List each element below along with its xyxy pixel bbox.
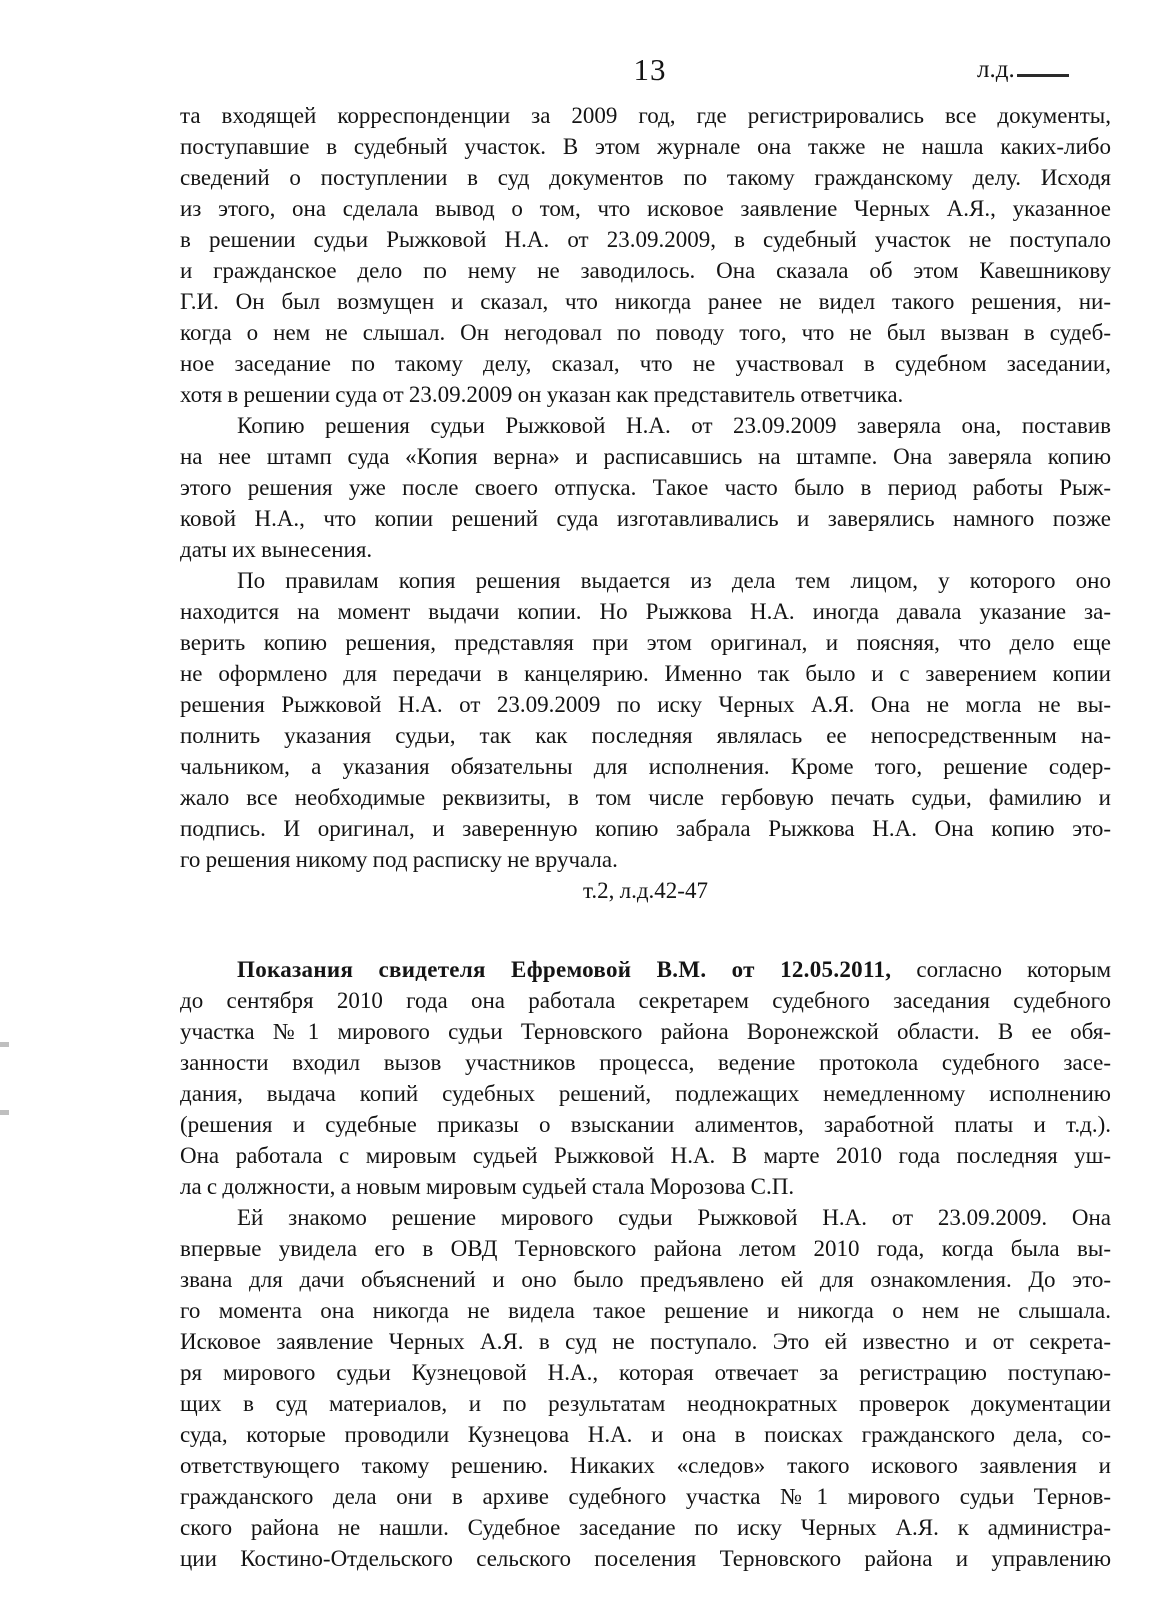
- text-line: даты их вынесения.: [180, 537, 373, 562]
- page-number: 13: [633, 52, 667, 87]
- text-line: ответствующего такому решению. Никаких «следов» такого искового заявления и: [180, 1453, 1111, 1478]
- text-line: занности входил вызов участников процесса, ведение протокола судебного засе-: [180, 1050, 1111, 1075]
- text-line: подпись. И оригинал, и заверенную копию забрала Рыжкова Н.А. Она копию это-: [180, 816, 1111, 841]
- case-sheet-blank-line: [1017, 70, 1069, 77]
- text-line: полнить указания судьи, так как последняя являлась ее непосредственным на-: [180, 723, 1111, 748]
- text-line: участка №1 мирового судьи Терновского района Воронежской области. В ее обя-: [180, 1019, 1111, 1044]
- case-sheet-label: [977, 56, 1069, 84]
- paragraph-copy-certification: [180, 410, 1111, 565]
- paragraph-decision-knowledge: [180, 1202, 1111, 1574]
- paragraph-journal-check: [180, 100, 1111, 410]
- text-line: и гражданское дело по нему не заводилось. Она сказала об этом Кавешникову: [180, 258, 1111, 283]
- text-line: ное заседание по такому делу, сказал, что не участвовал в судебном заседании,: [180, 351, 1111, 376]
- citation-volume-sheets: [180, 875, 1111, 906]
- text-line: Показания свидетеля Ефремовой В.М. от 12.05.2011, согласно которым: [237, 957, 1111, 982]
- text-line: суда, которые проводили Кузнецова Н.А. и она в поисках гражданского дела, со-: [180, 1422, 1111, 1447]
- text-line: щих в суд материалов, и по результатам неоднократных проверок документации: [180, 1391, 1111, 1416]
- text-line: поступавшие в судебный участок. В этом журнале она также не нашла каких-либо: [180, 134, 1111, 159]
- text-line: Копию решения судьи Рыжковой Н.А. от 23.09.2009 заверяла она, поставив: [237, 413, 1111, 438]
- text-line: та входящей корреспонденции за 2009 год, где регистрировались все документы,: [180, 103, 1111, 128]
- text-line: этого решения уже после своего отпуска. Такое часто было в период работы Рыж-: [180, 475, 1111, 500]
- text-line: когда о нем не слышал. Он негодовал по поводу того, что не был вызван в судеб-: [180, 320, 1111, 345]
- text-line: не оформлено для передачи в канцелярию. Именно так было и с заверением копии: [180, 661, 1111, 686]
- text-line: (решения и судебные приказы о взыскании алиментов, заработной платы и т.д.).: [180, 1112, 1111, 1137]
- text-line: Ей знакомо решение мирового судьи Рыжковой Н.А. от 23.09.2009. Она: [237, 1205, 1111, 1230]
- text-line: ковой Н.А., что копии решений суда изготавливались и заверялись намного позже: [180, 506, 1111, 531]
- text-line: в решении судьи Рыжковой Н.А. от 23.09.2009, в судебный участок не поступало: [180, 227, 1111, 252]
- text-line: По правилам копия решения выдается из дела тем лицом, у которого оно: [237, 568, 1111, 593]
- text-line: впервые увидела его в ОВД Терновского района летом 2010 года, когда была вы-: [180, 1236, 1111, 1261]
- text-line: ла с должности, а новым мировым судьей стала Морозова С.П.: [180, 1174, 795, 1199]
- text-line: хотя в решении суда от 23.09.2009 он указан как представитель ответчика.: [180, 382, 904, 407]
- text-line: жало все необходимые реквизиты, в том числе гербовую печать судьи, фамилию и: [180, 785, 1111, 810]
- paragraph-copy-rules: [180, 565, 1111, 875]
- text-line: находится на момент выдачи копии. Но Рыжкова Н.А. иногда давала указание за-: [180, 599, 1111, 624]
- text-line: дания, выдача копий судебных решений, подлежащих немедленному исполнению: [180, 1081, 1111, 1106]
- case-sheet-label-text: л.д.: [977, 56, 1015, 83]
- scan-margin-mark: [0, 1042, 9, 1047]
- text-line: Она работала с мировым судьей Рыжковой Н.А. В марте 2010 года последняя уш-: [180, 1143, 1111, 1168]
- document-body: [180, 100, 1111, 1574]
- paragraph-efremova-testimony: [180, 954, 1111, 1202]
- text-line: звана для дачи объяснений и оно было предъявлено ей для ознакомления. До это-: [180, 1267, 1111, 1292]
- text-line: ского района не нашли. Судебное заседание по иску Черных А.Я. к администра-: [180, 1515, 1111, 1540]
- text-line: гражданского дела они в архиве судебного участка №1 мирового судьи Тернов-: [180, 1484, 1111, 1509]
- scan-margin-mark: [0, 1110, 9, 1115]
- text-line: Исковое заявление Черных А.Я. в суд не поступало. Это ей известно и от секрета-: [180, 1329, 1111, 1354]
- text-line: верить копию решения, представляя при этом оригинал, и поясняя, что дело еще: [180, 630, 1111, 655]
- text-line: решения Рыжковой Н.А. от 23.09.2009 по иску Черных А.Я. Она не могла не вы-: [180, 692, 1111, 717]
- text-line: ции Костино-Отдельского сельского поселения Терновского района и управлению: [180, 1546, 1111, 1571]
- text-line: до сентября 2010 года она работала секретарем судебного заседания судебного: [180, 988, 1111, 1013]
- text-line: чальником, а указания обязательны для исполнения. Кроме того, решение содер-: [180, 754, 1111, 779]
- text-line: го решения никому под расписку не вручала.: [180, 847, 618, 872]
- text-line: т.2, л.д.42-47: [583, 878, 708, 903]
- text-line: ря мирового судьи Кузнецовой Н.А., которая отвечает за регистрацию поступаю-: [180, 1360, 1111, 1385]
- text-line: сведений о поступлении в суд документов по такому гражданскому делу. Исходя: [180, 165, 1111, 190]
- text-line: из этого, она сделала вывод о том, что исковое заявление Черных А.Я., указанное: [180, 196, 1111, 221]
- text-line: го момента она никогда не видела такое решение и никогда о нем не слышала.: [180, 1298, 1111, 1323]
- text-line: Г.И. Он был возмущен и сказал, что никогда ранее не видел такого решения, ни-: [180, 289, 1111, 314]
- text-line: на нее штамп суда «Копия верна» и расписавшись на штампе. Она заверяла копию: [180, 444, 1111, 469]
